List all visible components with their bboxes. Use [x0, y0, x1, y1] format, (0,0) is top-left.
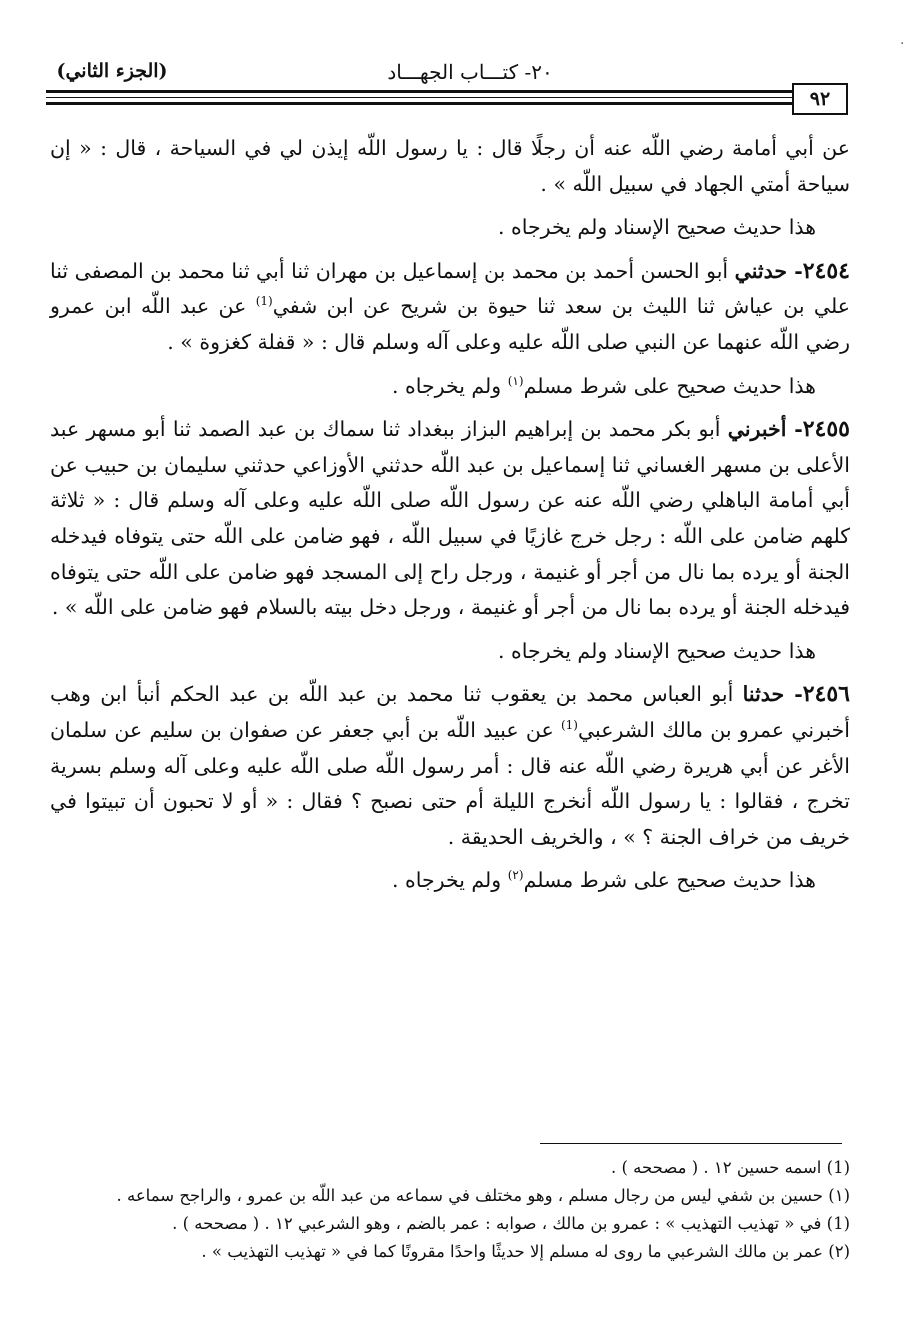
hadith-2454 [50, 254, 850, 361]
main-text [50, 131, 850, 907]
grading-text: ولم يخرجاه . [391, 868, 502, 893]
footnote-3: (1) في « تهذيب التهذيب » : عمرو بن مالك ، صوابه : عمر بالضم ، وهو الشرعبي ١٢ . ( مصححه ) . [172, 1214, 850, 1233]
volume-label: (الجزء الثاني) [56, 60, 168, 82]
chapter-title: ٢٠- كتـــاب الجهـــاد [387, 60, 553, 84]
grading-line [50, 863, 816, 899]
footnote-ref: (1) [255, 294, 273, 309]
header-rule-top [46, 90, 792, 93]
footnote-1: (1) اسمه حسين ١٢ . ( مصححه ) . [611, 1158, 850, 1177]
footnote-2: (١) حسين بن شفي ليس من رجال مسلم ، وهو مختلف في سماعه من عبد اللّه بن عمرو ، والراجح سماعه . [116, 1186, 850, 1205]
hadith-2455 [50, 412, 850, 626]
footnote-ref: (٢) [507, 868, 524, 883]
grading-text: هذا حديث صحيح على شرط مسلم [523, 868, 816, 893]
footnote-ref: (١) [507, 373, 524, 388]
grading-line: هذا حديث صحيح الإسناد ولم يخرجاه . [497, 638, 816, 663]
hadith-number: ٢٤٥٥ [802, 416, 850, 443]
page-number: ٩٢ [792, 83, 848, 115]
footnote-ref: (1) [560, 718, 578, 733]
transmission-verb: - حدثنا [742, 682, 803, 707]
grading-line [50, 369, 816, 405]
paragraph-continuation: عن أبي أمامة رضي اللّه عنه أن رجلًا قال : يا رسول اللّه إيذن لي في السياحة ، قال : « إن سياحة أمتي الجهاد في سبيل اللّه » . [50, 136, 850, 196]
hadith-number: ٢٤٥٦ [802, 681, 850, 708]
footnote-separator [540, 1143, 842, 1144]
hadith-text: أبو الحسن أحمد بن محمد بن إسماعيل بن مهران ثنا أبي ثنا محمد بن المصفى ثنا علي بن عياش ثنا الليث بن سعد ثنا حيوة بن شريح عن ابن شفي [50, 258, 850, 319]
hadith-text: عن عبيد اللّه بن أبي جعفر عن صفوان بن سليم عن سلمان الأغر عن أبي هريرة رضي اللّه عنه قال : أمر رسول اللّه صلى اللّه عليه وعلى آله وسلم بسرية تخرج ، فقالوا : يا رسول اللّه أنخرج الليلة أم حتى نصبح ؟ فقال : « أو لا تحبون أن تبيتوا في خريف من خراف الجنة ؟ » ، والخريف الحديقة . [50, 717, 850, 849]
grading-line: هذا حديث صحيح الإسناد ولم يخرجاه . [497, 215, 816, 240]
hadith-text: عن عبد اللّه ابن عمرو رضي اللّه عنهما عن النبي صلى اللّه عليه وعلى آله وسلم قال : « قفلة كغزوة » . [50, 294, 850, 354]
corner-mark: · [900, 36, 905, 52]
grading-text: هذا حديث صحيح على شرط مسلم [523, 373, 816, 398]
grading-text: ولم يخرجاه . [391, 373, 502, 398]
transmission-verb: - حدثني [734, 258, 803, 283]
hadith-text: أبو بكر محمد بن إبراهيم البزاز ببغداد ثنا سماك بن عبد الصمد ثنا أبو مسهر عبد الأعلى بن مسهر الغساني ثنا إسماعيل بن عبد اللّه حدثني الأوزاعي حدثني سليمان بن حبيب عن أبي أمامة الباهلي رضي اللّه عنه عن رسول اللّه صلى اللّه عليه وعلى آله وسلم قال : « ثلاثة كلهم ضامن على اللّه : رجل خرج غازيًا في سبيل اللّه ، فهو ضامن على اللّه حتى يتوفاه فيدخله الجنة أو يرده بما نال من أجر أو غنيمة ، ورجل راح إلى المسجد فهو ضامن على اللّه حتى يتوفاه فيدخله الجنة أو يرده بما نال من أجر أو غنيمة ، ورجل دخل بيته بالسلام فهو ضامن على اللّه » . [50, 417, 850, 620]
header-rule-bottom [46, 102, 792, 105]
hadith-number: ٢٤٥٤ [802, 257, 850, 284]
hadith-2456 [50, 677, 850, 855]
hadith-text: أبو العباس محمد بن يعقوب ثنا محمد بن عبد اللّه بن عبد الحكم أنبأ ابن وهب أخبرني عمرو بن مالك الشرعبي [50, 682, 850, 742]
header-rule-middle [46, 97, 792, 98]
transmission-verb: - أخبرني [727, 417, 803, 442]
footnotes [50, 1154, 850, 1266]
footnote-4: (٢) عمر بن مالك الشرعبي ما روى له مسلم إلا حديثًا واحدًا مقرونًا كما في « تهذيب التهذيب » . [201, 1242, 850, 1261]
